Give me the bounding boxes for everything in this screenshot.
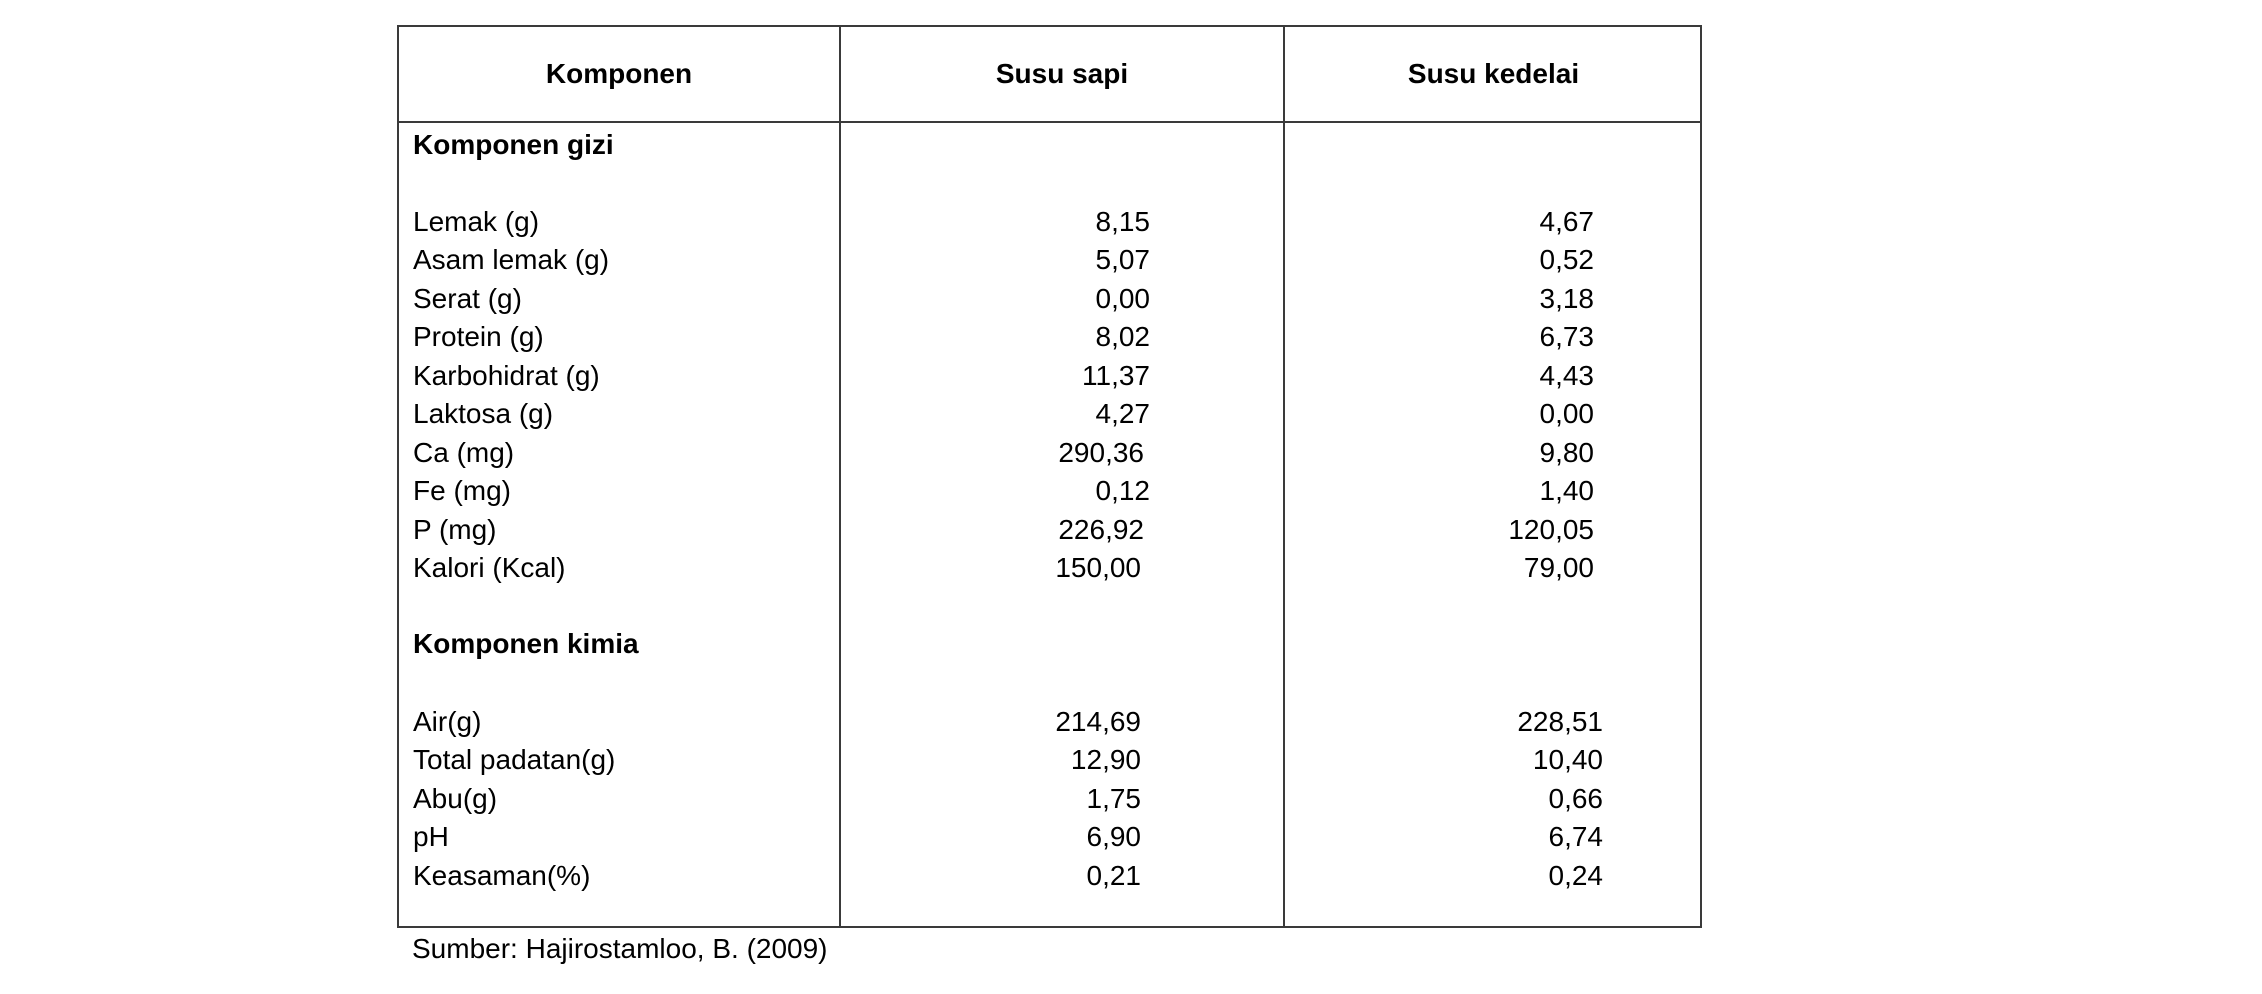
table-row <box>399 280 1700 318</box>
table-row <box>399 203 1700 241</box>
row-label: Protein (g) <box>413 321 544 352</box>
value-susu-sapi: 12,90 <box>1070 744 1141 775</box>
value-susu-kedelai: 9,80 <box>1539 437 1594 468</box>
value-susu-kedelai: 6,73 <box>1539 321 1594 352</box>
value-susu-sapi: 0,21 <box>1086 860 1141 891</box>
table-row <box>399 241 1700 279</box>
row-label: Karbohidrat (g) <box>413 360 600 391</box>
value-susu-kedelai: 79,00 <box>1523 552 1594 583</box>
value-susu-sapi: 4,27 <box>1095 398 1150 429</box>
header-susu-sapi: Susu sapi <box>995 58 1129 89</box>
value-susu-sapi: 6,90 <box>1086 821 1141 852</box>
value-susu-kedelai: 3,18 <box>1539 283 1594 314</box>
row-label: Kalori (Kcal) <box>413 552 566 583</box>
row-label: pH <box>413 821 449 852</box>
row-label: Lemak (g) <box>413 206 540 237</box>
value-susu-sapi: 214,69 <box>1055 706 1141 737</box>
table-row <box>399 395 1700 433</box>
section-title-gizi: Komponen gizi <box>413 129 614 160</box>
table-row <box>399 703 1700 741</box>
table-row <box>399 818 1700 856</box>
value-susu-kedelai: 4,43 <box>1539 360 1594 391</box>
table-row <box>399 472 1700 510</box>
comparison-table <box>397 25 1702 928</box>
source-citation: Sumber: Hajirostamloo, B. (2009) <box>412 933 828 964</box>
value-susu-kedelai: 4,67 <box>1539 206 1594 237</box>
row-label: Total padatan(g) <box>413 744 616 775</box>
header-susu-kedelai: Susu kedelai <box>1407 58 1580 89</box>
value-susu-sapi: 0,12 <box>1095 475 1150 506</box>
value-susu-kedelai: 10,40 <box>1532 744 1603 775</box>
table-row <box>399 780 1700 818</box>
row-label: P (mg) <box>413 514 497 545</box>
row-label: Air(g) <box>413 706 482 737</box>
value-susu-sapi: 11,37 <box>1082 360 1150 391</box>
row-label: Abu(g) <box>413 783 498 814</box>
table-row <box>399 857 1700 895</box>
value-susu-kedelai: 6,74 <box>1548 821 1603 852</box>
table-row <box>399 511 1700 549</box>
value-susu-kedelai: 1,40 <box>1539 475 1594 506</box>
table-row <box>399 549 1700 587</box>
value-susu-sapi: 1,75 <box>1086 783 1141 814</box>
row-label: Serat (g) <box>413 283 522 314</box>
row-label: Asam lemak (g) <box>413 244 610 275</box>
value-susu-kedelai: 0,66 <box>1548 783 1603 814</box>
header-komponen: Komponen <box>545 58 693 89</box>
table-row <box>399 318 1700 356</box>
value-susu-kedelai: 0,52 <box>1539 244 1594 275</box>
row-label: Ca (mg) <box>413 437 515 468</box>
value-susu-sapi: 150,00 <box>1055 552 1141 583</box>
value-susu-sapi: 8,02 <box>1095 321 1150 352</box>
table-row <box>399 741 1700 779</box>
value-susu-sapi: 0,00 <box>1095 283 1150 314</box>
section-title-kimia: Komponen kimia <box>413 628 639 659</box>
value-susu-sapi: 226,92 <box>1058 514 1144 545</box>
row-label: Fe (mg) <box>413 475 511 506</box>
row-label: Keasaman(%) <box>413 860 591 891</box>
value-susu-sapi: 290,36 <box>1058 437 1144 468</box>
value-susu-kedelai: 120,05 <box>1508 514 1594 545</box>
table-row <box>399 434 1700 472</box>
value-susu-sapi: 8,15 <box>1095 206 1150 237</box>
value-susu-kedelai: 0,24 <box>1548 860 1603 891</box>
header-divider <box>399 121 1700 123</box>
value-susu-sapi: 5,07 <box>1095 244 1150 275</box>
row-label: Laktosa (g) <box>413 398 554 429</box>
table-row <box>399 357 1700 395</box>
value-susu-kedelai: 228,51 <box>1517 706 1603 737</box>
value-susu-kedelai: 0,00 <box>1539 398 1594 429</box>
